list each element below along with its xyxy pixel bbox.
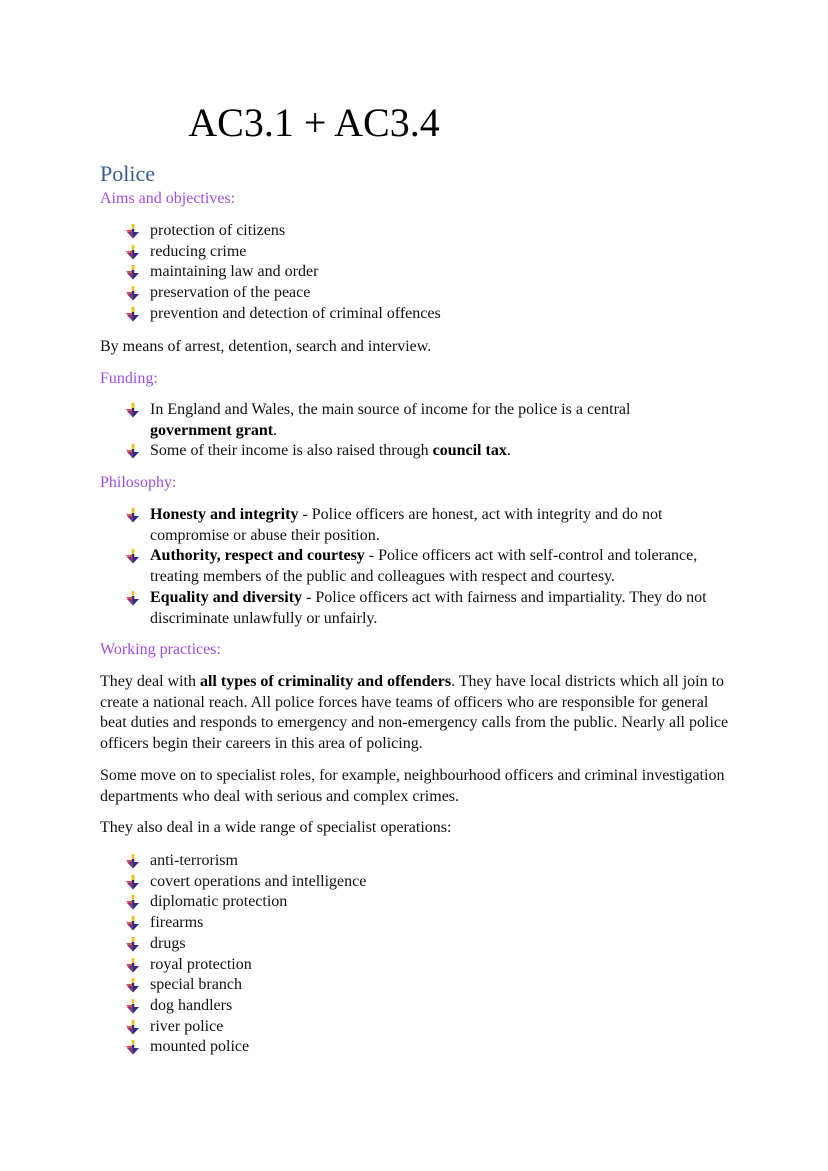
document-title: AC3.1 + AC3.4 xyxy=(188,100,440,145)
working-practices-paragraph-2: Some move on to specialist roles, for example, neighbourhood officers and criminal investigation departments who deal with serious and complex crimes. xyxy=(100,767,725,805)
down-arrow-bullet-icon xyxy=(126,916,140,931)
aims-list xyxy=(126,221,726,325)
down-arrow-bullet-icon xyxy=(126,403,140,418)
aims-note: By means of arrest, detention, search and interview. xyxy=(100,338,432,355)
list-item: firearms xyxy=(126,913,726,934)
down-arrow-bullet-icon xyxy=(126,854,140,869)
bold-term: all types of criminality and offenders xyxy=(199,673,452,690)
down-arrow-bullet-icon xyxy=(126,549,140,564)
bold-term: Authority, respect and courtesy xyxy=(150,547,365,565)
list-item: maintaining law and order xyxy=(126,262,726,283)
philosophy-item: Equality and diversity - Police officers act with fairness and impartiality. They do not discriminate unlawfully or unfairly. xyxy=(126,588,726,629)
list-item: royal protection xyxy=(126,955,726,976)
down-arrow-bullet-icon xyxy=(126,1040,140,1055)
down-arrow-bullet-icon xyxy=(126,245,140,260)
aims-heading: Aims and objectives: xyxy=(100,190,236,207)
list-item: reducing crime xyxy=(126,242,726,263)
down-arrow-bullet-icon xyxy=(126,1020,140,1035)
down-arrow-bullet-icon xyxy=(126,999,140,1014)
philosophy-item: Honesty and integrity - Police officers are honest, act with integrity and do not compromise or abuse their position. xyxy=(126,505,726,546)
list-item: drugs xyxy=(126,934,726,955)
down-arrow-bullet-icon xyxy=(126,224,140,239)
bold-term: government grant xyxy=(150,421,274,439)
funding-heading: Funding: xyxy=(100,370,158,387)
funding-list xyxy=(126,400,666,462)
philosophy-list xyxy=(126,505,726,629)
bold-term: Honesty and integrity xyxy=(150,506,299,523)
down-arrow-bullet-icon xyxy=(126,958,140,973)
working-practices-paragraph-3: They also deal in a wide range of specialist operations: xyxy=(100,819,452,836)
philosophy-item: Authority, respect and courtesy - Police officers act with self-control and tolerance, treating members of the public and colleagues with respect and courtesy. xyxy=(126,546,726,587)
down-arrow-bullet-icon xyxy=(126,978,140,993)
list-item: preservation of the peace xyxy=(126,283,726,304)
working-practices-paragraph-1: They deal with all types of criminality and offenders. They have local districts which all join to create a national reach. All police forces have teams of officers who are responsible for general beat duties and responds to emergency and non-emergency calls from the public. Nearly all police officers begin their careers in this area of policing. xyxy=(100,673,729,753)
list-item: covert operations and intelligence xyxy=(126,872,726,893)
bold-term: council tax xyxy=(432,442,507,460)
down-arrow-bullet-icon xyxy=(126,508,140,523)
down-arrow-bullet-icon xyxy=(126,591,140,606)
down-arrow-bullet-icon xyxy=(126,875,140,890)
list-item: diplomatic protection xyxy=(126,892,726,913)
list-item: river police xyxy=(126,1017,726,1038)
list-item: dog handlers xyxy=(126,996,726,1017)
bold-term: Equality and diversity xyxy=(150,588,303,606)
philosophy-heading: Philosophy: xyxy=(100,474,177,491)
funding-item: Some of their income is also raised through council tax. xyxy=(126,441,666,462)
section-title-police: Police xyxy=(100,161,155,186)
working-practices-heading: Working practices: xyxy=(100,641,221,658)
list-item: anti-terrorism xyxy=(126,851,726,872)
down-arrow-bullet-icon xyxy=(126,286,140,301)
list-item: mounted police xyxy=(126,1037,726,1058)
list-item: protection of citizens xyxy=(126,221,726,242)
down-arrow-bullet-icon xyxy=(126,444,140,459)
funding-item: In England and Wales, the main source of income for the police is a central government grant. xyxy=(126,400,666,441)
down-arrow-bullet-icon xyxy=(126,895,140,910)
down-arrow-bullet-icon xyxy=(126,265,140,280)
down-arrow-bullet-icon xyxy=(126,307,140,322)
list-item: prevention and detection of criminal offences xyxy=(126,304,726,325)
specialist-operations-list xyxy=(126,851,726,1058)
list-item: special branch xyxy=(126,975,726,996)
down-arrow-bullet-icon xyxy=(126,937,140,952)
